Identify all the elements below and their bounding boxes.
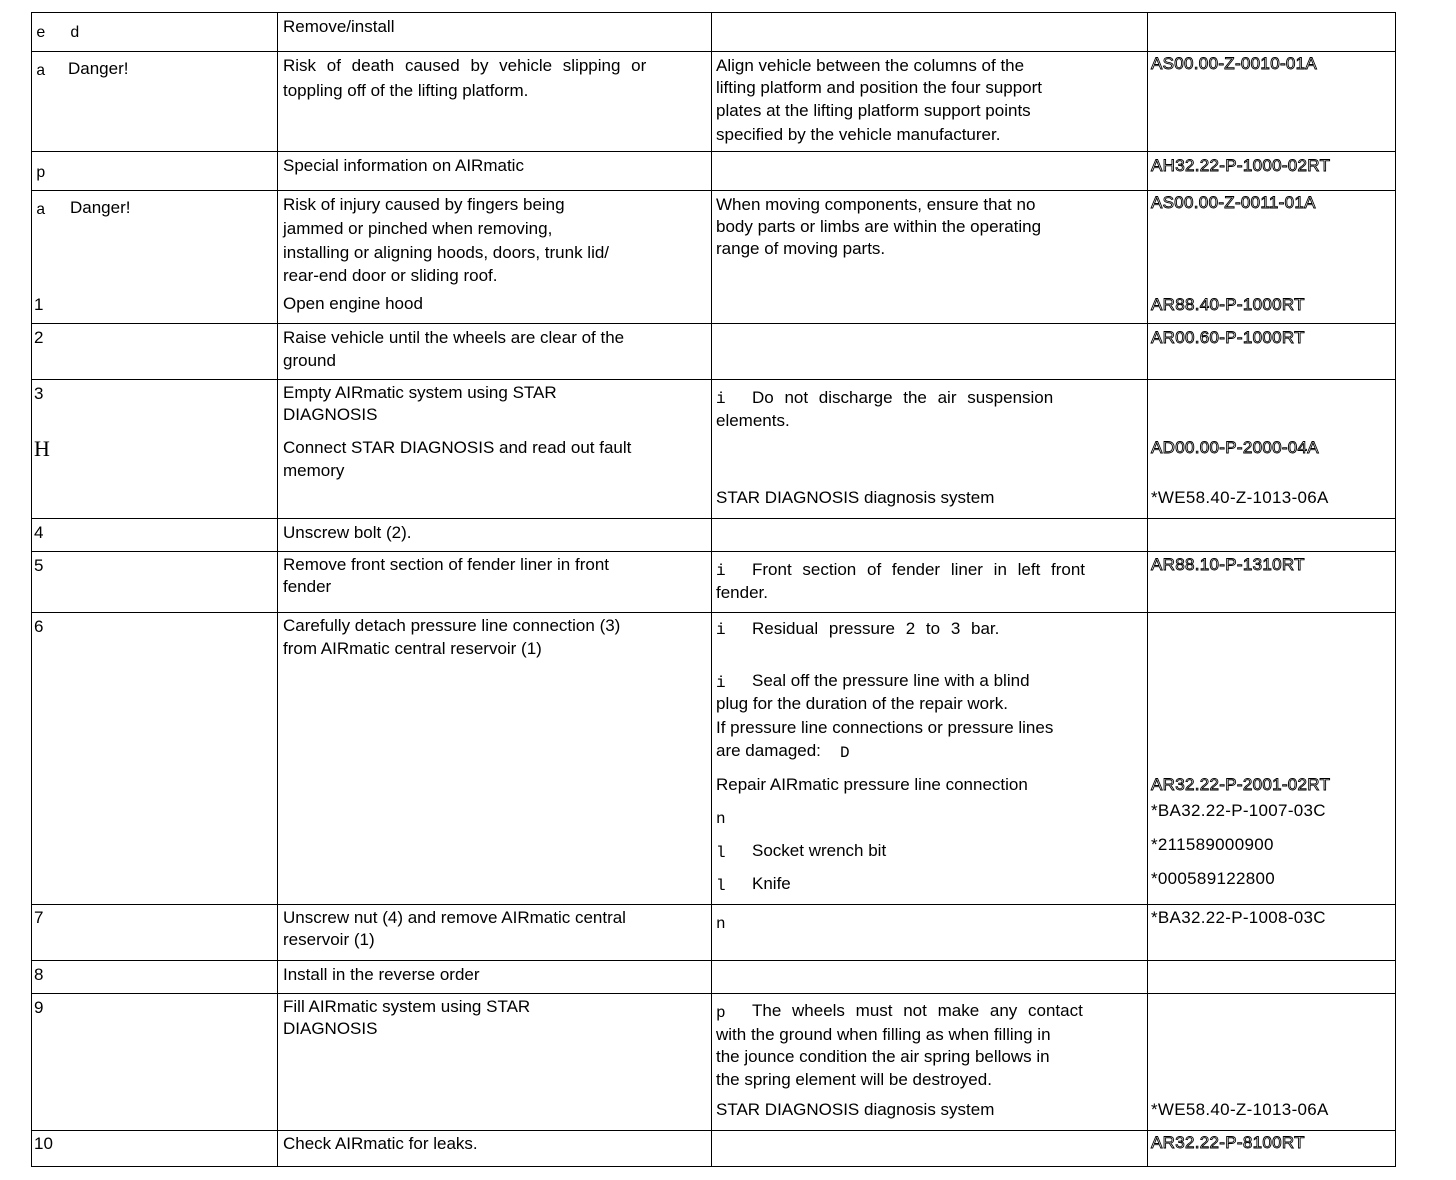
- note-text: STAR DIAGNOSIS diagnosis system: [716, 488, 995, 507]
- note-text: with the ground when filling as when filling in: [716, 1025, 1051, 1044]
- step-text: DIAGNOSIS: [283, 1019, 378, 1038]
- note-text: STAR DIAGNOSIS diagnosis system: [716, 1100, 995, 1119]
- step-number: 9: [34, 998, 44, 1017]
- step-text: fender: [283, 577, 332, 596]
- step-text: from AIRmatic central reservoir (1): [283, 639, 542, 658]
- note-text: the jounce condition the air spring bellows in: [716, 1047, 1050, 1066]
- reference-link[interactable]: *WE58.40-Z-1013-06A: [1151, 488, 1329, 507]
- reference-link[interactable]: *BA32.22-P-1007-03C: [1151, 801, 1326, 820]
- reference-link[interactable]: AS00.00-Z-0011-01A: [1151, 193, 1316, 212]
- danger-symbol: a: [36, 201, 46, 219]
- tool-number[interactable]: *000589122800: [1151, 869, 1275, 888]
- note-text: If pressure line connections or pressure lines: [716, 718, 1054, 737]
- tool-name: Socket wrench bit: [752, 841, 887, 860]
- reference-link[interactable]: AR32.22-P-8100RT: [1151, 1133, 1305, 1152]
- step-text: Open engine hood: [283, 294, 423, 313]
- tool-name: Knife: [752, 874, 791, 893]
- note-text: Seal off the pressure line with a blind: [752, 671, 1030, 690]
- arrow-icon: D: [840, 744, 850, 762]
- reference-link[interactable]: AR00.60-P-1000RT: [1151, 328, 1305, 347]
- reference-link[interactable]: AR88.10-P-1310RT: [1151, 555, 1305, 574]
- table-row: [32, 519, 1396, 552]
- note-text: plates at the lifting platform support points: [716, 101, 1031, 120]
- warning-icon: p: [716, 1004, 726, 1022]
- reference-link[interactable]: AR32.22-P-2001-02RT: [1151, 775, 1331, 794]
- note-text: the spring element will be destroyed.: [716, 1070, 992, 1089]
- step-text: jammed or pinched when removing,: [283, 219, 553, 238]
- step-text: installing or aligning hoods, doors, trunk lid/: [283, 243, 610, 262]
- table-row: [32, 152, 1396, 191]
- step-text: Install in the reverse order: [283, 965, 480, 984]
- danger-label: Danger!: [68, 59, 129, 78]
- note-text: specified by the vehicle manufacturer.: [716, 125, 1001, 144]
- step-number: 3: [34, 384, 44, 403]
- note-text: range of moving parts.: [716, 239, 886, 258]
- table-row: [32, 52, 1396, 152]
- step-text: ground: [283, 351, 336, 370]
- tool-icon: n: [716, 810, 726, 828]
- table-row: [32, 961, 1396, 994]
- table-row: [32, 905, 1396, 961]
- step-text: Carefully detach pressure line connection (3): [283, 616, 621, 635]
- reference-link[interactable]: AR88.40-P-1000RT: [1151, 295, 1305, 314]
- note-text: Residual pressure 2 to 3 bar.: [752, 619, 1000, 638]
- table-row: [32, 324, 1396, 380]
- table-row: [32, 191, 1396, 324]
- table-row: [32, 613, 1396, 905]
- table-row: [32, 13, 1396, 52]
- note-text: Front section of fender liner in left front: [752, 560, 1086, 579]
- row-symbol: d: [70, 24, 80, 42]
- table-row: [32, 552, 1396, 613]
- note-text: lifting platform and position the four support: [716, 78, 1043, 97]
- note-text: body parts or limbs are within the operating: [716, 217, 1042, 236]
- step-text: Raise vehicle until the wheels are clear of the: [283, 328, 625, 347]
- info-icon: i: [716, 390, 726, 408]
- step-text: Unscrew bolt (2).: [283, 523, 412, 542]
- note-symbol: p: [36, 164, 46, 182]
- row-symbol: e: [36, 24, 46, 42]
- step-text: Risk of death caused by vehicle slipping or: [283, 56, 647, 75]
- step-number: 4: [34, 523, 44, 542]
- note-text: Align vehicle between the columns of the: [716, 56, 1025, 75]
- repair-procedure-table: [31, 12, 1396, 1167]
- hint-symbol: H: [34, 436, 50, 461]
- info-icon: i: [716, 621, 726, 639]
- reference-link[interactable]: AS00.00-Z-0010-01A: [1151, 54, 1318, 73]
- note-text: When moving components, ensure that no: [716, 195, 1036, 214]
- note-text: Repair AIRmatic pressure line connection: [716, 775, 1028, 794]
- step-number: 7: [34, 908, 44, 927]
- reference-link[interactable]: *WE58.40-Z-1013-06A: [1151, 1100, 1329, 1119]
- step-number: 6: [34, 617, 44, 636]
- step-number: 8: [34, 965, 44, 984]
- step-text: Special information on AIRmatic: [283, 156, 524, 175]
- step-number: 2: [34, 328, 44, 347]
- step-text: DIAGNOSIS: [283, 405, 378, 424]
- section-title: Remove/install: [283, 17, 395, 36]
- note-text: elements.: [716, 411, 790, 430]
- step-text: Risk of injury caused by fingers being: [283, 195, 565, 214]
- table-row: [32, 380, 1396, 519]
- reference-link[interactable]: AH32.22-P-1000-02RT: [1151, 156, 1331, 175]
- tool-number[interactable]: *211589000900: [1151, 835, 1274, 854]
- step-text: toppling off of the lifting platform.: [283, 81, 529, 100]
- note-text: The wheels must not make any contact: [752, 1001, 1083, 1020]
- tool-icon: n: [716, 915, 726, 933]
- danger-label: Danger!: [70, 198, 131, 217]
- danger-symbol: a: [36, 62, 46, 80]
- note-text: fender.: [716, 583, 768, 602]
- step-text: rear-end door or sliding roof.: [283, 266, 498, 285]
- list-bullet-icon: l: [716, 877, 726, 895]
- step-number: 10: [34, 1134, 53, 1153]
- step-text: Unscrew nut (4) and remove AIRmatic central: [283, 908, 626, 927]
- info-icon: i: [716, 674, 726, 692]
- table-row: [32, 994, 1396, 1131]
- info-icon: i: [716, 562, 726, 580]
- step-number: 5: [34, 556, 44, 575]
- reference-link[interactable]: *BA32.22-P-1008-03C: [1151, 908, 1326, 927]
- reference-link[interactable]: AD00.00-P-2000-04A: [1151, 438, 1319, 457]
- step-text: reservoir (1): [283, 930, 375, 949]
- table-row: [32, 1131, 1396, 1167]
- step-number: 1: [34, 295, 44, 314]
- step-text: Check AIRmatic for leaks.: [283, 1134, 478, 1153]
- note-text: are damaged:: [716, 741, 821, 760]
- list-bullet-icon: l: [716, 844, 726, 862]
- step-text: Fill AIRmatic system using STAR: [283, 997, 531, 1016]
- note-text: Do not discharge the air suspension: [752, 388, 1054, 407]
- step-text: memory: [283, 461, 345, 480]
- note-text: plug for the duration of the repair work.: [716, 694, 1008, 713]
- step-text: Remove front section of fender liner in front: [283, 555, 609, 574]
- step-text: Empty AIRmatic system using STAR: [283, 383, 557, 402]
- step-text: Connect STAR DIAGNOSIS and read out fault: [283, 438, 632, 457]
